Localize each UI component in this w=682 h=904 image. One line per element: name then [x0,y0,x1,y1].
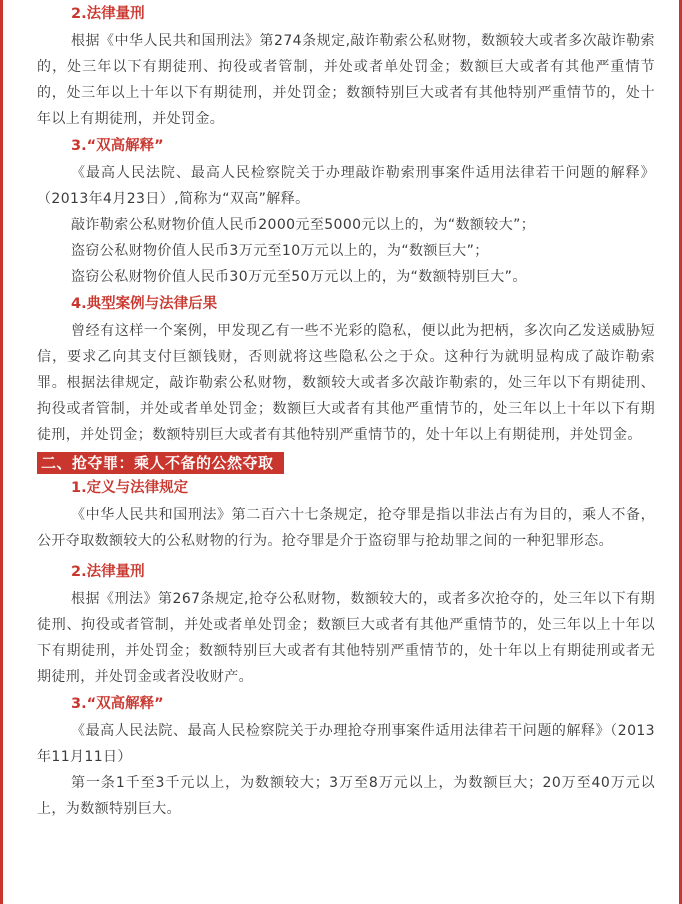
heading-extortion-interpretation: 3.“双高解释” [71,138,164,154]
paragraph-robbery-article-1: 第一条1千至3千元以上，为数额较大；3万至8万元以上，为数额巨大；20万至40万元以上，为数额特别巨大。 [37,775,655,817]
paragraph-extortion-sentencing: 根据《中华人民共和国刑法》第274条规定,敲诈勒索公私财物，数额较大或者多次敲诈勒索的，处三年以下有期徒刑、拘役或者管制，并处或者单处罚金；数额巨大或者有其他严重情节的，处三年以上十年以下有期徒刑，并处罚金；数额特别巨大或者有其他特别严重情节的，处十年以上有期徒刑，并处罚金。 [37,33,655,127]
heading-robbery-sentencing: 2.法律量刑 [71,564,145,580]
section-title-robbery: 二、抢夺罪：乘人不备的公然夺取 [37,452,284,474]
heading-typical-case: 4.典型案例与法律后果 [71,296,218,312]
threshold-huge-amount: 盗窃公私财物价值人民币3万元至10万元以上的，为“数额巨大”； [71,243,489,259]
paragraph-robbery-interpretation: 《最高人民法院、最高人民检察院关于办理抢夺刑事案件适用法律若干问题的解释》（2013年11月11日） [37,723,655,765]
heading-robbery-interpretation: 3.“双高解释” [71,696,164,712]
article-body [37,0,655,822]
heading-extortion-sentencing: 2.法律量刑 [71,6,145,22]
paragraph-extortion-interpretation: 《最高人民法院、最高人民检察院关于办理敲诈勒索刑事案件适用法律若干问题的解释》（2013年4月23日）,简称为“双高”解释。 [37,165,655,207]
paragraph-typical-case: 曾经有这样一个案例，甲发现乙有一些不光彩的隐私，便以此为把柄，多次向乙发送威胁短信，要求乙向其支付巨额钱财，否则就将这些隐私公之于众。这种行为就明显构成了敲诈勒索罪。根据法律规定，敲诈勒索公私财物，数额较大或者多次敲诈勒索的，处三年以下有期徒刑、拘役或者管制，并处或者单处罚金；数额巨大或者有其他严重情节的，处三年以上十年以下有期徒刑，并处罚金；数额特别巨大或者有其他特别严重情节的，处十年以上有期徒刑，并处罚金。 [37,323,655,443]
paragraph-robbery-definition: 《中华人民共和国刑法》第二百六十七条规定，抢夺罪是指以非法占有为目的，乘人不备，公开夺取数额较大的公私财物的行为。抢夺罪是介于盗窃罪与抢劫罪之间的一种犯罪形态。 [37,507,655,549]
paragraph-robbery-sentencing: 根据《刑法》第267条规定,抢夺公私财物，数额较大的，或者多次抢夺的，处三年以下有期徒刑、拘役或者管制，并处或者单处罚金；数额巨大或者有其他严重情节的，处三年以上十年以下有期徒刑，并处罚金；数额特别巨大或者有其他特别严重情节的，处十年以上有期徒刑或者无期徒刑，并处罚金或者没收财产。 [37,591,655,685]
threshold-large-amount: 敲诈勒索公私财物价值人民币2000元至5000元以上的，为“数额较大”； [71,217,536,233]
heading-robbery-definition: 1.定义与法律规定 [71,480,189,496]
threshold-especially-huge-amount: 盗窃公私财物价值人民币30万元至50万元以上的，为“数额特别巨大”。 [71,269,527,285]
